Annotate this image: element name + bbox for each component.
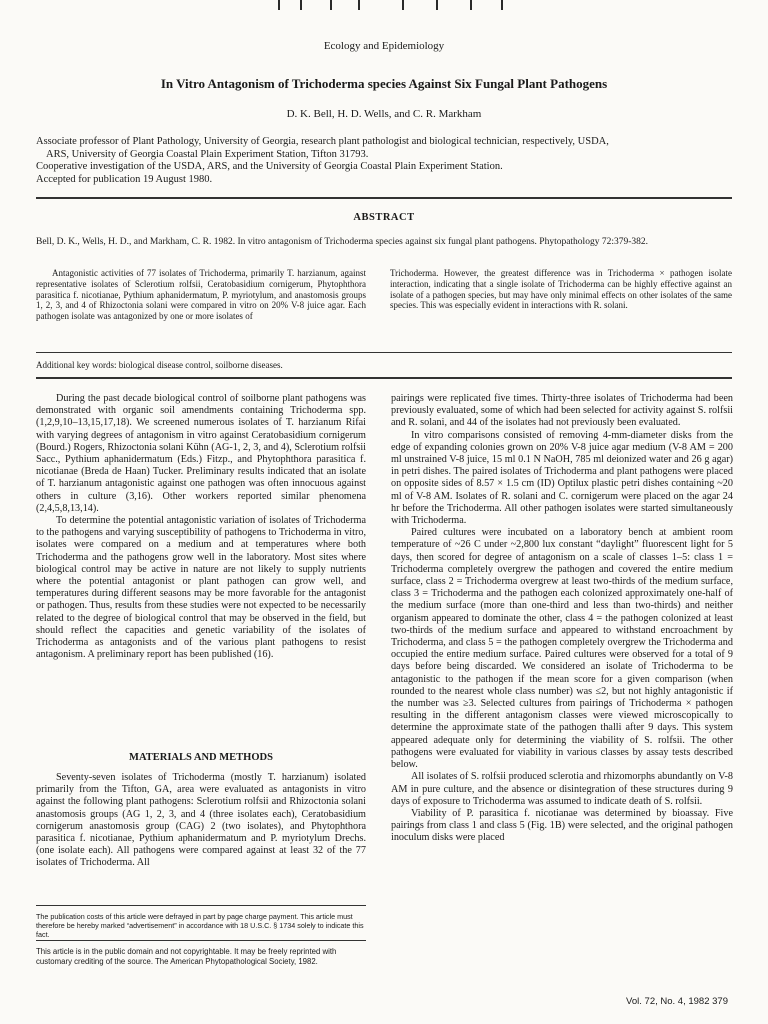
divider [36,352,732,353]
footnote: This article is in the public domain and not copyrightable. It may be freely reprinted with customary crediting of the source. The American Phytopathological Society, 1982. [36,947,337,966]
abstract-right-column [390,268,732,311]
keywords: Additional key words: biological disease control, soilborne diseases. [36,360,283,370]
cooperative-note: Cooperative investigation of the USDA, ARS, and the University of Georgia Coastal Plain Experiment Station. [36,161,503,172]
affiliation-line: Associate professor of Plant Pathology, University of Georgia, research plant pathologist and biological technician, respectively, USDA, [36,136,609,147]
body-paragraph: To determine the potential antagonistic variation of isolates of Trichoderma to the pathogens and varying susceptibility of pathogens to Trichoderma in vitro, isolates were compared on a medium and at temperatures where both Trichoderma and the pathogens grow well in the laboratory. Most sites where biological control may be active in nature are not likely to supply nutrients where the potential antagonist or plant pathogen can grow well, and temperatures during different seasons may be more favorable for the antagonist or pathogen. Thus, results from these studies were not expected to be necessarily related to the degree of biological control that may be observed in the field, but should reflect the capacities and genetic variability of the isolates of Trichoderma as antagonists and of the various plant pathogens to resist antagonism. A preliminary report has been published (16). [36,515,366,661]
body-paragraph: Seventy-seven isolates of Trichoderma (mostly T. harzianum) isolated primarily from the Tifton, GA, area were evaluated as antagonists in vitro against the following plant pathogens: Sclerotium rolfsii and Rhizoctonia solani anastomosis groups (AG 1, 2, 3, and 4 (three isolates each), Ceratobasidium cornigerum anastomosis group (CAG) 2 (two isolates), and Phytophthora parasitica f. nicotianae, Pythium aphanidermatum and P. myriotylum Drechs. (one isolate each). All pathogens were compared against at least 32 of the 77 isolates of Trichoderma. All [36,772,366,869]
abstract-heading: ABSTRACT [353,212,415,223]
body-paragraph: In vitro comparisons consisted of removing 4-mm-diameter disks from the edge of expanding colonies grown on 20% V-8 juice agar medium (V-8 AM = 200 ml unstrained V-8 juice, 15 ml 0.1 N NaOH, 785 ml deionized water and 26 g agar) in petri dishes. The paired isolates of Trichoderma and plant pathogens were placed on opposite sides of 8.57 × 1.5 cm (ID) Optilux plastic petri dishes containing ~20 ml of V-8 AM. Isolates of R. solani and C. cornigerum were placed on the agar 24 hr before the Trichoderma. All other pathogen isolates were started simultaneously with Trichoderma. [391,429,733,527]
divider [36,377,732,379]
body-paragraph: All isolates of S. rolfsii produced sclerotia and rhizomorphs abundantly on V-8 AM in pure culture, and the absence or disintegration of these structures during 9 days of exposure to Trichoderma was assumed to indicate death of S. rolfsii. [391,771,733,807]
divider [36,197,732,199]
body-right-column [391,393,733,845]
section-label: Ecology and Epidemiology [323,40,445,52]
abstract-text: Trichoderma. However, the greatest difference was in Trichoderma × pathogen isolate interaction, indicating that a single isolate of Trichoderma can be highly effective against an isolate of a pathogen species, but may have only minimal effects on other isolates of the same species. This was especially evident in interactions with R. solani. [390,268,732,311]
affiliations [36,136,732,186]
body-paragraph: Paired cultures were incubated on a laboratory bench at ambient room temperature of ~26 C under ~2,800 lux constant “daylight” fluorescent light for 5 days, then scored for degree of antagonism on a scale of classes 1–5: class 1 = Trichoderma completely overgrew the pathogen and covered the entire medium surface, class 2 = Trichoderma overgrew at least two-thirds of the medium surface, class 3 = Trichoderma and the pathogen each colonized approximately one-half of the medium surface (more than one-third and less than two-thirds) and neither organism appeared to dominate the other, class 4 = the pathogen colonized at least two-thirds of the medium surface and appeared to withstand encroachment by Trichoderma, and class 5 = the pathogen completely overgrew the Trichoderma and occupied the entire medium surface. Paired cultures were observed for a total of 9 days before being discarded. We considered an isolate of Trichoderma to be antagonistic to the pathogen if the mean score for a given comparison (when rounded to the nearest whole class number) was ≤2, but not highly antagonistic if the number was ≥3. Selected cultures from pairings of Trichoderma × pathogen resulting in the different antagonism classes were viewed microscopically to determine the approximate state of the pathogen thalli after 9 days. This system appeared adequate only for determining the viability of S. rolfsii. The other pathogens were evaluated for viability in various classes by assay tests described below. [391,527,733,771]
paper-title: In Vitro Antagonism of Trichoderma species Against Six Fungal Plant Pathogens [160,76,608,91]
footnote: The publication costs of this article were defrayed in part by page charge payment. This article must therefore be hereby marked “advertisement” in accordance with 18 U.S.C. § 1734 solely to indicate this fact. [36,912,364,939]
footnotes [36,912,366,975]
paper-authors: D. K. Bell, H. D. Wells, and C. R. Markham [286,108,482,120]
body-paragraph: During the past decade biological control of soilborne plant pathogens was demonstrated with organic soil amendments containing Trichoderma spp. (1,2,9,10–13,15,17,18). We screened numerous isolates of T. harzianum Rifai with varying degrees of antagonism in vitro against Ceratobasidium cornigerum (Bourd.) Rogers, Rhizoctonia solani Kühn (AG-1, 2, 3, and 4), Sclerotium rolfsii Sacc., Pythium aphanidermatum (Eds.) Fitzp., and Phytophthora parasitica f. nicotianae (Breda de Haan) Tucker. Preliminary results indicated that an isolate of T. harzianum antagonistic against one pathogen was often innocuous against others in culture (3,16). Other workers reported similar phenomena (2,4,5,8,13,14). [36,393,366,514]
body-paragraph: Viability of P. parasitica f. nicotianae was determined by bioassay. Five pairings from class 1 and class 5 (Fig. 1B) were selected, and the original pathogen inoculum disks were placed [391,807,733,844]
accepted-date: Accepted for publication 19 August 1980. [36,173,213,185]
materials-methods-heading: MATERIALS AND METHODS [129,752,273,763]
body-left-column [36,393,366,661]
abstract-citation: Bell, D. K., Wells, H. D., and Markham, C. R. 1982. In vitro antagonism of Trichoderma species against six fungal plant pathogens. Phytopathology 72:379-382. [36,237,649,247]
page-footer: Vol. 72, No. 4, 1982 379 [626,996,728,1007]
top-scan-marks [0,0,768,10]
abstract-text: Antagonistic activities of 77 isolates of Trichoderma, primarily T. harzianum, against representative isolates of Sclerotium rolfsii, Ceratobasidium cornigerum, Phytophthora parasitica f. nicotianae, Pythium aphanidermatum, P. myriotylum, and anastomosis groups 1, 2, 3, and 4 of Rhizoctonia solani were compared in vitro on 20% V-8 juice agar. Each pathogen isolate was antagonized by one or more isolates of [36,268,366,322]
body-paragraph: pairings were replicated five times. Thirty-three isolates of Trichoderma had been previously evaluated, some of which had been selected for activity against S. rolfsii and R. solani, and 44 of the isolates had not previously been evaluated. [391,393,733,429]
footnote-divider [36,905,366,906]
affiliation-line: ARS, University of Georgia Coastal Plain Experiment Station, Tifton 31793. [46,148,369,160]
abstract-left-column [36,268,366,322]
materials-methods-text [36,772,366,870]
footnote-divider [36,940,366,941]
